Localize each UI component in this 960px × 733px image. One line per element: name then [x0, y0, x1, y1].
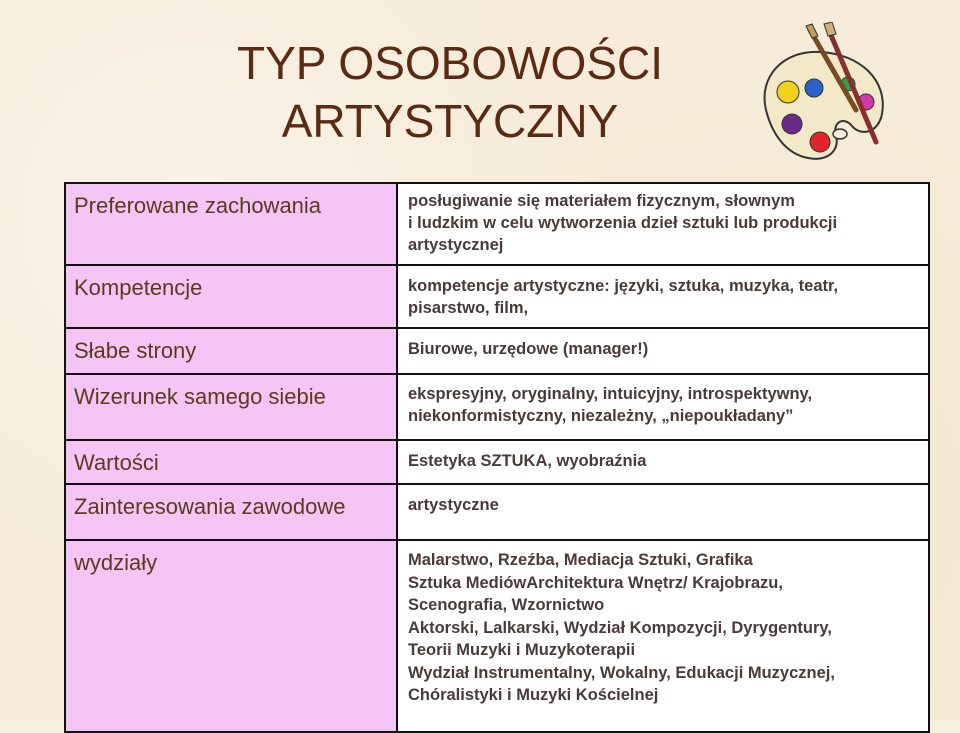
value-line: posługiwanie się materiałem fizycznym, słownym — [408, 192, 795, 210]
value-line: pisarstwo, film, — [408, 299, 529, 317]
row-value-zainteresowania — [397, 484, 929, 540]
value-line: Scenografia, Wzornictwo — [408, 596, 605, 614]
table-row — [65, 183, 929, 265]
value-line: niekonformistyczny, niezależny, „niepoukładany” — [408, 407, 794, 425]
row-label-wartosci: Wartości — [65, 440, 397, 484]
table-row — [65, 484, 929, 540]
value-line: ekspresyjny, oryginalny, intuicyjny, introspektywny, — [408, 385, 813, 403]
paint-purple — [782, 114, 802, 134]
row-value-wydzialy — [397, 540, 929, 732]
title-line-2: ARTYSTYCZNY — [281, 95, 619, 147]
value-line: artystyczne — [408, 496, 499, 514]
table-row — [65, 265, 929, 328]
personality-table — [64, 182, 930, 733]
row-value-wizerunek — [397, 374, 929, 440]
row-label-kompetencje: Kompetencje — [65, 265, 397, 328]
value-line: artystycznej — [408, 236, 504, 254]
paint-palette-icon — [748, 22, 898, 172]
row-label-wydzialy: wydziały — [65, 540, 397, 732]
value-line: Aktorski, Lalkarski, Wydział Kompozycji, Dyrygentury, — [408, 618, 832, 637]
value-line: Teorii Muzyki i Muzykoterapii — [408, 641, 636, 659]
value-line: kompetencje artystyczne: języki, sztuka, muzyka, teatr, — [408, 277, 839, 295]
row-label-slabe-strony: Słabe strony — [65, 328, 397, 374]
row-value-wartosci — [397, 440, 929, 484]
value-line: Malarstwo, Rzeźba, Mediacja Sztuki, Grafika — [408, 551, 753, 569]
row-value-slabe-strony — [397, 328, 929, 374]
paint-blue — [805, 79, 823, 97]
title-line-1: TYP OSOBOWOŚCI — [237, 37, 663, 89]
row-label-zainteresowania: Zainteresowania zawodowe — [65, 484, 397, 540]
row-label-wizerunek: Wizerunek samego siebie — [65, 374, 397, 440]
row-value-kompetencje — [397, 265, 929, 328]
table-row — [65, 440, 929, 484]
value-line: Wydział Instrumentalny, Wokalny, Edukacji Muzycznej, — [408, 663, 835, 682]
value-line: Chóralistyki i Muzyki Kościelnej — [408, 686, 659, 704]
value-line: Sztuka MediówArchitektura Wnętrz/ Krajobrazu, — [408, 573, 783, 592]
paint-red — [810, 132, 830, 152]
value-line: Biurowe, urzędowe (manager!) — [408, 340, 649, 358]
table-row — [65, 374, 929, 440]
value-line: i ludzkim w celu wytworzenia dzieł sztuki lub produkcji — [408, 214, 838, 232]
table-row — [65, 540, 929, 732]
table-row — [65, 328, 929, 374]
palette-thumb-hole — [833, 129, 847, 139]
paint-yellow — [777, 81, 799, 103]
value-line: Estetyka SZTUKA, wyobraźnia — [408, 452, 647, 470]
row-label-preferowane: Preferowane zachowania — [65, 183, 397, 265]
row-value-preferowane — [397, 183, 929, 265]
